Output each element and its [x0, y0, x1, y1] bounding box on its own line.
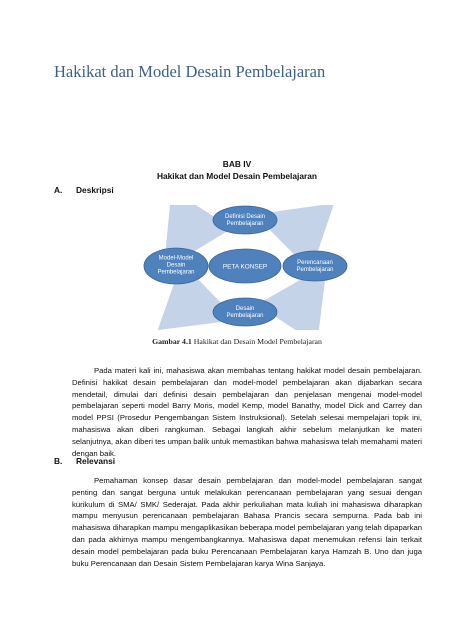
node-center-label: PETA KONSEP — [222, 263, 268, 271]
section-b-paragraph: Pemahaman konsep dasar desain pembelajaran dan model-model pembelajaran sangat penting dan sangat berguna untuk melakukan perencanaan pembelajaran yang sesuai dengan kurikulum di SMA/ SMK/ Sederajat. Pada akhir perkuliahan mata kuliah ini mahasiswa diharapkan mampu menyusun perencanaan pembelajaran Bahasa Prancis secara sempurna. Pada bab ini mahasiswa diharapkan mampu mengaplikasikan beberapa model pembelajaran yang telah dipaparkan dan pada akhirnya mampu mengembangkannya. Mahasiswa dapat menemukan refensi lain terkait desain model pembelajaran pada buku Perencanaan Pembelajaran karya Hamzah B. Uno dan juga buku Perencanaan dan Desain Sistem Pembelajaran karya Wina Sanjaya. — [72, 476, 422, 568]
figure-caption-label: Gambar 4.1 — [152, 337, 192, 346]
node-left-line-2: Desain — [166, 262, 186, 269]
section-a-number: A. — [54, 185, 63, 195]
concept-map-diagram — [140, 205, 350, 330]
node-right-line-1: Perencanaan — [297, 260, 333, 266]
node-left-line-1: Model-Model — [158, 255, 194, 262]
node-left — [144, 248, 208, 284]
figure-caption — [0, 337, 474, 346]
figure-caption-text: Hakikat dan Desain Model Pembelajaran — [191, 337, 322, 346]
chapter-label: BAB IV — [222, 159, 252, 169]
node-center — [209, 249, 281, 283]
node-bottom-line-2: Pembelajaran — [226, 313, 264, 319]
section-a-paragraph: Pada materi kali ini, mahasiswa akan membahas tentang hakikat model desain pembelajaran. Definisi hakikat desain pembelajaran dan model-model pembelajaran akan dijabarkan secara mendetail, dimulai dari definisi desain pembelajaran dan penjelasan mengenai model-model pembelajaran seperti model Barry Moris, model Kemp, model Banathy, model Dick and Carrey dan model PPSI (Prosedur Pengembangan Sistem Instruksional). Setelah selesai mempelajari topik ini, mahasiswa akan diberi rangkuman. Sebagai langkah akhir sebelum melanjutkan ke materi selanjutnya, akan diberi tes umpan balik untuk memastikan bahwa mahasiswa telah memahami materi dengan baik. — [72, 366, 422, 458]
document-title: Hakikat dan Model Desain Pembelajaran — [54, 62, 326, 81]
node-bottom — [213, 298, 277, 326]
node-right-line-2: Pembelajaran — [296, 267, 334, 273]
node-top — [213, 206, 277, 234]
node-top-line-2: Pembelajaran — [226, 221, 264, 227]
section-a-heading — [54, 185, 114, 195]
section-b-title: Relevansi — [76, 456, 116, 466]
section-a-title: Deskripsi — [76, 185, 114, 195]
section-b-heading — [54, 456, 115, 466]
section-b-number: B. — [54, 456, 63, 466]
node-left-line-3: Pembelajaran — [157, 269, 195, 276]
chapter-title: Hakikat dan Model Desain Pembelajaran — [156, 171, 318, 181]
node-top-line-1: Definisi Desain — [224, 214, 266, 220]
node-bottom-line-1: Desain — [235, 306, 255, 312]
node-right — [283, 251, 347, 281]
